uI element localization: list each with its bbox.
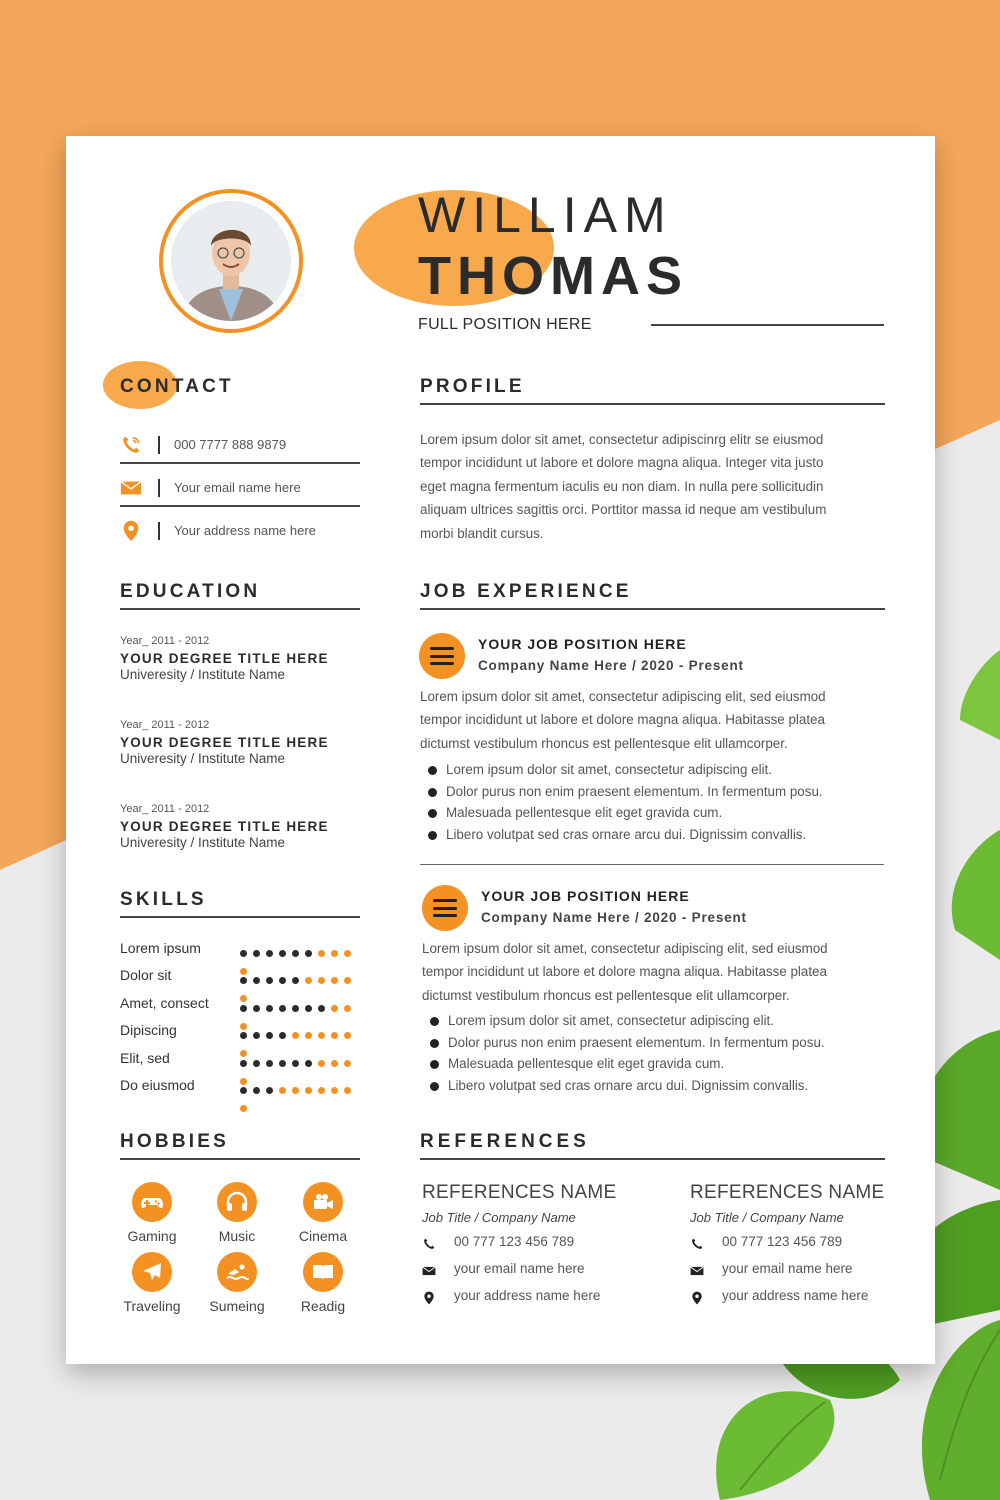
skill-dot bbox=[266, 1060, 273, 1067]
contact-divider bbox=[120, 462, 360, 464]
skill-dot bbox=[240, 1087, 247, 1094]
airplane-icon bbox=[132, 1252, 172, 1292]
skill-dot bbox=[331, 950, 338, 957]
location-pin-icon bbox=[422, 1291, 436, 1305]
resume-page bbox=[66, 136, 935, 1364]
location-pin-icon bbox=[690, 1291, 704, 1305]
hobby-music bbox=[197, 1182, 277, 1244]
skill-dot bbox=[331, 1005, 338, 1012]
bullet-item: Lorem ipsum dolor sit amet, consectetur adipiscing elit. bbox=[422, 1010, 892, 1032]
education-degree: YOUR DEGREE TITLE HERE bbox=[120, 735, 329, 750]
hobby-label: Music bbox=[218, 1228, 256, 1244]
skill-dot bbox=[344, 977, 351, 984]
skill-dot bbox=[279, 1005, 286, 1012]
skill-dot bbox=[305, 1005, 312, 1012]
profile-line: morbi blandit cursus. bbox=[420, 525, 544, 541]
skill-dot bbox=[331, 1032, 338, 1039]
education-divider bbox=[120, 608, 360, 610]
envelope-icon bbox=[120, 477, 142, 499]
reference-phone-text: 00 777 123 456 789 bbox=[722, 1234, 843, 1249]
education-institute: Univeresity / Institute Name bbox=[120, 835, 286, 850]
skill-dot bbox=[279, 1032, 286, 1039]
envelope-icon bbox=[422, 1264, 436, 1278]
skill-dot bbox=[344, 1087, 351, 1094]
skill-dot bbox=[266, 950, 273, 957]
experience-heading: JOB EXPERIENCE bbox=[420, 581, 632, 602]
skill-dot bbox=[253, 977, 260, 984]
reference-address bbox=[422, 1285, 622, 1312]
contact-divider bbox=[120, 505, 360, 507]
skill-dot bbox=[279, 977, 286, 984]
phone-icon bbox=[690, 1237, 704, 1251]
gamepad-icon bbox=[132, 1182, 172, 1222]
references-heading: REFERENCES bbox=[420, 1131, 590, 1152]
skill-dot bbox=[305, 1087, 312, 1094]
skill-dot bbox=[253, 1005, 260, 1012]
skill-dot bbox=[266, 977, 273, 984]
education-item bbox=[120, 635, 360, 682]
job-description-line: dictumst vestibulum rhoncus est pellentesque elit ullamcorper. bbox=[422, 987, 790, 1003]
reference-phone bbox=[422, 1231, 622, 1258]
skill-dot bbox=[292, 950, 299, 957]
profile-line: Lorem ipsum dolor sit amet, consectetur adipiscinrg elitr se eiusmod bbox=[420, 432, 824, 447]
position-title: FULL POSITION HERE bbox=[418, 316, 592, 333]
skill-row bbox=[120, 1022, 362, 1040]
profile-text bbox=[420, 428, 890, 545]
reference-address bbox=[690, 1285, 890, 1312]
job-description-line: dictumst vestibulum rhoncus est pellentesque elit ullamcorper. bbox=[420, 735, 788, 751]
references-divider bbox=[420, 1158, 885, 1160]
profile-line: aliquam ultrices sagittis orci. Porttitor massa id neque am vestibulum bbox=[420, 502, 827, 518]
skill-dot bbox=[344, 1032, 351, 1039]
reference-name: REFERENCES NAME bbox=[422, 1182, 617, 1203]
skill-dot bbox=[318, 977, 325, 984]
reference-address-text: your address name here bbox=[454, 1288, 601, 1303]
skills-divider bbox=[120, 916, 360, 918]
hobby-swimming bbox=[197, 1252, 277, 1314]
bullet-item: Libero volutpat sed cras ornare arcu dui. Dignissim convallis. bbox=[420, 824, 890, 846]
contact-heading: CONTACT bbox=[120, 376, 234, 397]
reference-card bbox=[422, 1182, 622, 1312]
skill-dot bbox=[240, 950, 247, 957]
bullet-item: Malesuada pellentesque elit eget gravida cum. bbox=[422, 1053, 892, 1075]
hobby-label: Gaming bbox=[127, 1228, 177, 1244]
phone-icon bbox=[120, 434, 142, 456]
book-icon bbox=[303, 1252, 343, 1292]
bullet-item: Dolor purus non enim praesent elementum. In fermentum posu. bbox=[422, 1032, 892, 1054]
skill-rating bbox=[240, 1081, 362, 1117]
skill-row bbox=[120, 995, 362, 1013]
skill-dot bbox=[331, 1060, 338, 1067]
education-degree: YOUR DEGREE TITLE HERE bbox=[120, 819, 329, 834]
hobbies-divider bbox=[120, 1158, 360, 1160]
hobby-cinema bbox=[283, 1182, 363, 1244]
hobby-label: Cinema bbox=[298, 1228, 348, 1244]
reference-email-text: your email name here bbox=[722, 1261, 853, 1276]
envelope-icon bbox=[690, 1264, 704, 1278]
education-institute: Univeresity / Institute Name bbox=[120, 751, 286, 766]
job-description-line: Lorem ipsum dolor sit amet, consectetur adipiscing elit, sed eiusmod bbox=[420, 689, 826, 704]
skill-label: Dolor sit bbox=[120, 967, 172, 983]
skill-dot bbox=[240, 1005, 247, 1012]
skill-dot bbox=[266, 1005, 273, 1012]
reference-email-text: your email name here bbox=[454, 1261, 585, 1276]
skill-dot bbox=[279, 950, 286, 957]
skill-row bbox=[120, 967, 362, 985]
job-company: Company Name Here / 2020 - Present bbox=[481, 910, 747, 925]
job-position: YOUR JOB POSITION HERE bbox=[481, 888, 690, 904]
job-description-line: tempor incididunt ut labore et dolore magna aliqua. Habitasse platea bbox=[422, 964, 827, 980]
skill-dot bbox=[305, 1060, 312, 1067]
swimming-icon bbox=[217, 1252, 257, 1292]
education-degree: YOUR DEGREE TITLE HERE bbox=[120, 651, 329, 666]
reference-job: Job Title / Company Name bbox=[690, 1210, 844, 1225]
first-name: WILLIAM bbox=[418, 187, 673, 243]
skill-label: Lorem ipsum bbox=[120, 940, 201, 956]
contact-email bbox=[120, 473, 360, 507]
skill-row bbox=[120, 1050, 362, 1068]
skill-dot bbox=[240, 1032, 247, 1039]
education-heading: EDUCATION bbox=[120, 581, 261, 602]
skill-dot bbox=[318, 1005, 325, 1012]
hobby-label: Readig bbox=[300, 1298, 346, 1314]
skill-row bbox=[120, 1077, 362, 1095]
job-bullets bbox=[422, 1010, 892, 1096]
job-description bbox=[422, 937, 892, 1007]
skill-dot bbox=[305, 1032, 312, 1039]
contact-address-text: Your address name here bbox=[174, 523, 316, 538]
skill-dot bbox=[253, 1087, 260, 1094]
skill-dot bbox=[253, 1060, 260, 1067]
headphones-icon bbox=[217, 1182, 257, 1222]
contact-address bbox=[120, 516, 360, 550]
education-institute: Univeresity / Institute Name bbox=[120, 667, 286, 682]
skill-label: Dipiscing bbox=[120, 1022, 177, 1038]
skill-dot bbox=[253, 1032, 260, 1039]
position-divider bbox=[651, 324, 884, 326]
education-year: Year_ 2011 - 2012 bbox=[120, 635, 210, 647]
skill-dot bbox=[331, 1087, 338, 1094]
profile-line: eget magna fermentum iaculis eu non diam. In nulla pere sollicitudin bbox=[420, 478, 824, 494]
contact-email-text: Your email name here bbox=[174, 480, 301, 495]
reference-card bbox=[690, 1182, 890, 1312]
skill-dot bbox=[266, 1087, 273, 1094]
reference-phone bbox=[690, 1231, 890, 1258]
skill-dot bbox=[344, 1005, 351, 1012]
camera-icon bbox=[303, 1182, 343, 1222]
hobbies-heading: HOBBIES bbox=[120, 1131, 229, 1152]
job-company: Company Name Here / 2020 - Present bbox=[478, 658, 744, 673]
menu-icon bbox=[419, 633, 465, 679]
bullet-item: Libero volutpat sed cras ornare arcu dui. Dignissim convallis. bbox=[422, 1075, 892, 1097]
skill-dot bbox=[240, 1060, 247, 1067]
skill-dot bbox=[305, 950, 312, 957]
hobby-label: Sumeing bbox=[209, 1298, 265, 1314]
bullet-item: Lorem ipsum dolor sit amet, consectetur adipiscing elit. bbox=[420, 759, 890, 781]
skill-dot bbox=[292, 1060, 299, 1067]
skill-dot bbox=[292, 1087, 299, 1094]
separator bbox=[158, 436, 160, 454]
skill-dot bbox=[266, 1032, 273, 1039]
separator bbox=[158, 522, 160, 540]
job-divider bbox=[420, 864, 884, 865]
skill-dot bbox=[318, 1032, 325, 1039]
skill-dot bbox=[305, 977, 312, 984]
profile-photo-frame bbox=[159, 189, 303, 333]
reference-email bbox=[690, 1258, 890, 1285]
reference-phone-text: 00 777 123 456 789 bbox=[454, 1234, 575, 1249]
bullet-item: Malesuada pellentesque elit eget gravida cum. bbox=[420, 802, 890, 824]
reference-email bbox=[422, 1258, 622, 1285]
job-description-line: Lorem ipsum dolor sit amet, consectetur adipiscing elit, sed eiusmod bbox=[422, 941, 828, 956]
hobby-gaming bbox=[112, 1182, 192, 1244]
reference-name: REFERENCES NAME bbox=[690, 1182, 885, 1203]
skill-dot bbox=[318, 1087, 325, 1094]
skill-label: Do eiusmod bbox=[120, 1077, 195, 1093]
bullet-item: Dolor purus non enim praesent elementum. In fermentum posu. bbox=[420, 781, 890, 803]
skill-dot bbox=[344, 950, 351, 957]
job-description-line: tempor incididunt ut labore et dolore magna aliqua. Habitasse platea bbox=[420, 712, 825, 728]
hobby-reading bbox=[283, 1252, 363, 1314]
education-year: Year_ 2011 - 2012 bbox=[120, 803, 210, 815]
skills-heading: SKILLS bbox=[120, 889, 207, 910]
profile-line: tempor incididunt ut labore et dolore magna aliqua. Integer vita justo bbox=[420, 455, 824, 471]
phone-icon bbox=[422, 1237, 436, 1251]
contact-phone-text: 000 7777 888 9879 bbox=[174, 437, 287, 452]
job-description bbox=[420, 685, 890, 755]
profile-divider bbox=[420, 403, 885, 405]
menu-icon bbox=[422, 885, 468, 931]
skill-dot bbox=[331, 977, 338, 984]
profile-heading: PROFILE bbox=[420, 376, 525, 397]
skill-dot bbox=[318, 1060, 325, 1067]
skill-dot bbox=[344, 1060, 351, 1067]
skill-label: Elit, sed bbox=[120, 1050, 170, 1066]
skill-dot bbox=[292, 1005, 299, 1012]
last-name: THOMAS bbox=[418, 246, 688, 306]
avatar bbox=[171, 201, 291, 321]
education-item bbox=[120, 719, 360, 766]
skill-label: Amet, consect bbox=[120, 995, 209, 1011]
separator bbox=[158, 479, 160, 497]
skill-dot bbox=[279, 1087, 286, 1094]
job-position: YOUR JOB POSITION HERE bbox=[478, 636, 687, 652]
contact-phone bbox=[120, 430, 360, 464]
skill-dot bbox=[240, 1105, 247, 1112]
location-pin-icon bbox=[120, 520, 142, 542]
reference-job: Job Title / Company Name bbox=[422, 1210, 576, 1225]
skill-dot bbox=[253, 950, 260, 957]
skill-dot bbox=[279, 1060, 286, 1067]
skill-dot bbox=[318, 950, 325, 957]
education-year: Year_ 2011 - 2012 bbox=[120, 719, 210, 731]
experience-divider bbox=[420, 608, 885, 610]
hobby-traveling bbox=[112, 1252, 192, 1314]
education-item bbox=[120, 803, 360, 850]
skill-dot bbox=[240, 977, 247, 984]
job-bullets bbox=[420, 759, 890, 845]
reference-address-text: your address name here bbox=[722, 1288, 869, 1303]
hobby-label: Traveling bbox=[123, 1298, 181, 1314]
skill-row bbox=[120, 940, 362, 958]
skill-dot bbox=[292, 977, 299, 984]
skill-dot bbox=[292, 1032, 299, 1039]
